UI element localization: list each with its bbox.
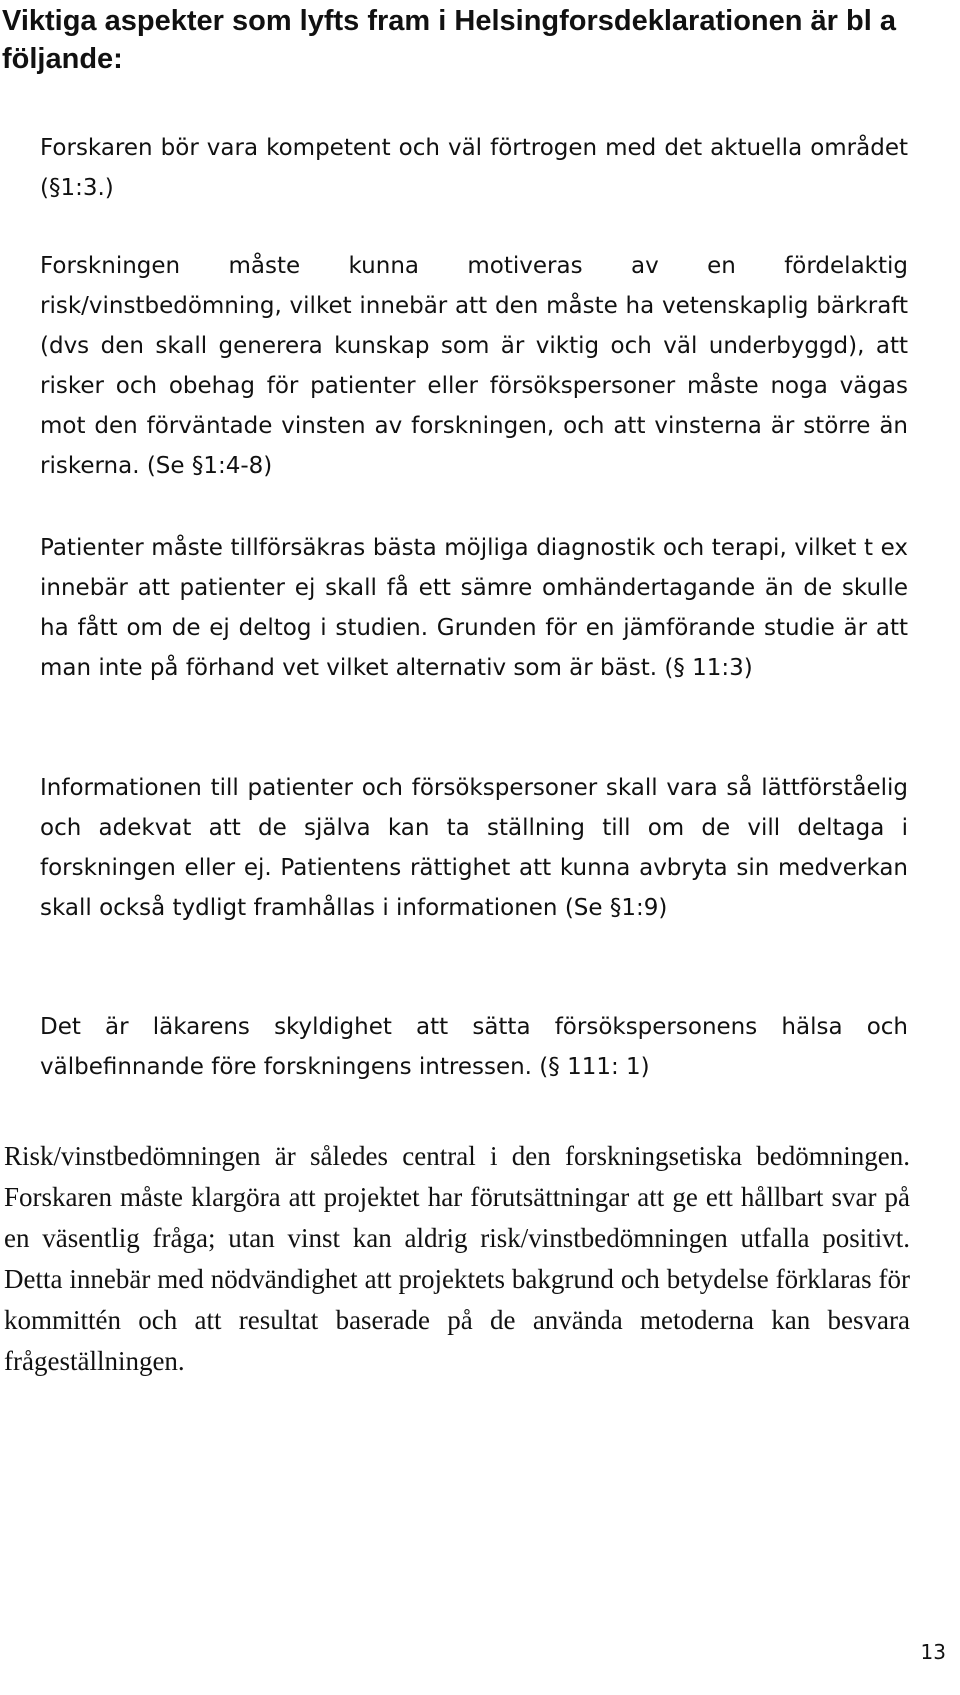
section-heading: Viktiga aspekter som lyfts fram i Helsingforsdeklarationen är bl a följande: <box>2 5 896 75</box>
body-paragraph: Risk/vinstbedömningen är således central i den forskningsetiska bedömningen. Forskaren måste klargöra att projektet har förutsättningar att ge ett hållbart svar på en väsentlig fråga; utan vinst kan aldrig risk/vinstbedömningen utfalla positivt. Detta innebär med nödvändighet att projektets bakgrund och betydelse förklaras för kommittén och att resultat baserade på de använda metoderna kan besvara frågeställningen. <box>4 1141 910 1376</box>
page-number: 13 <box>920 1640 946 1664</box>
aspect-risk-benefit: Forskningen måste kunna motiveras av en fördelaktig risk/vinstbedömning, vilket innebär att den måste ha vetenskaplig bärkraft (dvs den skall generera kunskap som är viktig och väl underbyggd), att risker och obehag för patienter eller försökspersoner måste noga vägas mot den förväntade vinsten av forskningen, och att vinsterna är större än riskerna. (Se §1:4-8) <box>40 253 908 479</box>
aspect-patient-care: Patienter måste tillförsäkras bästa möjliga diagnostik och terapi, vilket t ex innebär att patienter ej skall få ett sämre omhändertagande än de skulle ha fått om de ej deltog i studien. Grunden för en jämförande studie är att man inte på förhand vet vilket alternativ som är bäst. (§ 11:3) <box>40 535 908 681</box>
aspect-physician-duty: Det är läkarens skyldighet att sätta försökspersonens hälsa och välbefinnande före forskningens intressen. (§ 111: 1) <box>40 1014 908 1080</box>
aspect-information: Informationen till patienter och försökspersoner skall vara så lättförståelig och adekvat att de själva kan ta ställning till om de vill deltaga i forskningen eller ej. Patientens rättighet att kunna avbryta sin medverkan skall också tydligt framhållas i informationen (Se §1:9) <box>40 775 908 921</box>
aspect-competence: Forskaren bör vara kompetent och väl förtrogen med det aktuella området (§1:3.) <box>40 135 908 201</box>
